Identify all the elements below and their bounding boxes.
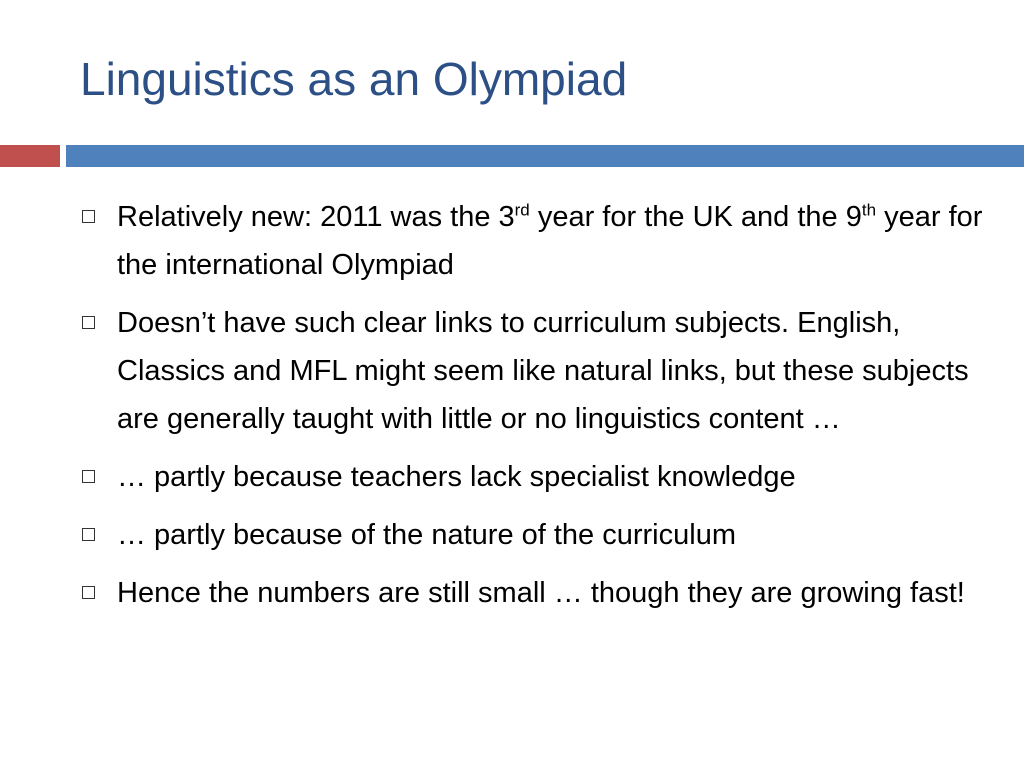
square-bullet-icon	[82, 316, 95, 329]
bullet-item-teachers	[82, 453, 1012, 501]
bullet-item-history	[82, 193, 1012, 289]
bullet-text-part: year for the UK and the 9	[529, 201, 862, 233]
square-bullet-icon	[82, 470, 95, 483]
bullet-text: Doesn’t have such clear links to curriculum subjects. English, Classics and MFL might seem like natural links, but these subjects are generally taught with little or no linguistics content …	[117, 307, 969, 435]
bullet-text-part: year for the international Olympiad	[117, 201, 983, 281]
square-bullet-icon	[82, 586, 95, 599]
bullet-list	[82, 193, 1012, 627]
title-accent-bar	[0, 145, 60, 167]
ordinal-suffix: th	[861, 200, 877, 220]
bullet-item-numbers	[82, 569, 1012, 617]
title-divider-bar	[66, 145, 1024, 167]
square-bullet-icon	[82, 528, 95, 541]
bullet-text: Hence the numbers are still small … though they are growing fast!	[117, 577, 965, 609]
ordinal-suffix: rd	[514, 200, 530, 220]
bullet-text-part: Relatively new: 2011 was the 3	[117, 201, 515, 233]
square-bullet-icon	[82, 210, 95, 223]
slide-title: Linguistics as an Olympiad	[80, 53, 628, 105]
bullet-text: … partly because of the nature of the curriculum	[117, 519, 736, 551]
bullet-item-curriculum-links	[82, 299, 1012, 443]
bullet-item-curriculum-nature	[82, 511, 1012, 559]
bullet-text: … partly because teachers lack specialist knowledge	[117, 461, 796, 493]
